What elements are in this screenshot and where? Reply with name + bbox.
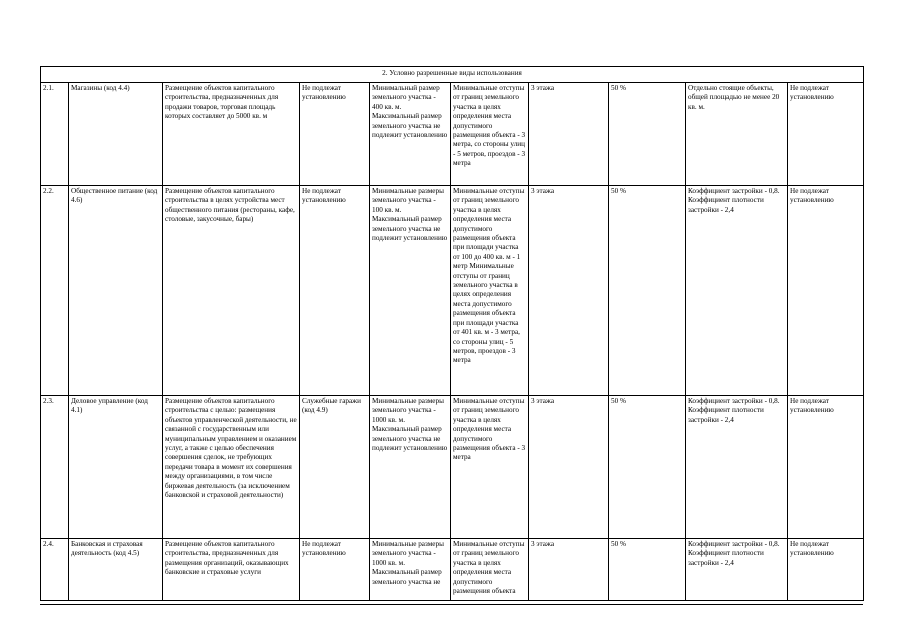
table-row — [41, 186, 864, 396]
restrictions: Не подлежат установлению — [788, 83, 864, 186]
restrictions: Не подлежат установлению — [788, 186, 864, 396]
max-coverage: 50 % — [609, 396, 686, 539]
setbacks: Минимальные отступы от границ земельного участка в целях определения места допустимого размещения объекта — [451, 539, 529, 601]
row-number: 2.3. — [41, 396, 69, 539]
plot-size: Минимальные размеры земельного участка - 100 кв. м. Максимальный размер земельного участка не подлежит установлению — [370, 186, 451, 396]
page-bottom-rule — [40, 604, 863, 605]
other-parameters: Отдельно стоящие объекты, общей площадью не менее 20 кв. м. — [686, 83, 788, 186]
other-parameters: Коэффициент застройки - 0,8. Коэффициент плотности застройки - 2,4 — [686, 396, 788, 539]
plot-size: Минимальный размер земельного участка - 400 кв. м. Максимальный размер земельного участка не подлежит установлению — [370, 83, 451, 186]
max-coverage: 50 % — [609, 83, 686, 186]
document-page — [40, 66, 863, 601]
use-name: Банковская и страховая деятельность (код 4.5) — [69, 539, 163, 601]
use-name: Магазины (код 4.4) — [69, 83, 163, 186]
plot-size: Минимальные размеры земельного участка - 1000 кв. м. Максимальный размер земельного участка не подлежит установлению — [370, 396, 451, 539]
section-header-row — [41, 67, 864, 83]
max-coverage: 50 % — [609, 539, 686, 601]
auxiliary-use: Служебные гаражи (код 4.9) — [300, 396, 370, 539]
section-title: 2. Условно разрешенные виды использования — [41, 67, 864, 83]
use-name: Общественное питание (код 4.6) — [69, 186, 163, 396]
restrictions: Не подлежат установлению — [788, 539, 864, 601]
setbacks: Минимальные отступы от границ земельного участка в целях определения места допустимого размещения объекта - 3 метра, со стороны улиц - 5 метров, проездов - 3 метра — [451, 83, 529, 186]
max-floors: 3 этажа — [529, 83, 609, 186]
row-number: 2.1. — [41, 83, 69, 186]
row-number: 2.2. — [41, 186, 69, 396]
table-row — [41, 396, 864, 539]
use-name: Деловое управление (код 4.1) — [69, 396, 163, 539]
row-number: 2.4. — [41, 539, 69, 601]
plot-size: Минимальные размеры земельного участка - 1000 кв. м. Максимальный размер земельного участка не — [370, 539, 451, 601]
table-row — [41, 539, 864, 601]
auxiliary-use: Не подлежат установлению — [300, 186, 370, 396]
max-floors: 3 этажа — [529, 539, 609, 601]
use-description: Размещение объектов капитального строительства, предназначенных для размещения организаций, оказывающих банковские и страховые услуги — [163, 539, 300, 601]
zoning-table — [40, 66, 864, 601]
use-description: Размещение объектов капитального строительства в целях устройства мест общественного питания (рестораны, кафе, столовые, закусочные, бары) — [163, 186, 300, 396]
use-description: Размещение объектов капитального строительства, предназначенных для продажи товаров, торговая площадь которых составляет до 5000 кв. м — [163, 83, 300, 186]
auxiliary-use: Не подлежат установлению — [300, 83, 370, 186]
max-floors: 3 этажа — [529, 396, 609, 539]
max-coverage: 50 % — [609, 186, 686, 396]
table-row — [41, 83, 864, 186]
other-parameters: Коэффициент застройки - 0,8. Коэффициент плотности застройки - 2,4 — [686, 539, 788, 601]
auxiliary-use: Не подлежат установлению — [300, 539, 370, 601]
restrictions: Не подлежат установлению — [788, 396, 864, 539]
max-floors: 3 этажа — [529, 186, 609, 396]
use-description: Размещение объектов капитального строительства с целью: размещения объектов управленческой деятельности, не связанной с государственным или муниципальным управлением и оказанием услуг, а также с целью обеспечения совершения сделок, не требующих передачи товара в момент их совершения между организациями, в том числе биржевая деятельность (за исключением банковской и страховой деятельности) — [163, 396, 300, 539]
other-parameters: Коэффициент застройки - 0,8. Коэффициент плотности застройки - 2,4 — [686, 186, 788, 396]
setbacks: Минимальные отступы от границ земельного участка в целях определения места допустимого размещения объекта при площади участка от 100 до 400 кв. м - 1 метр Минимальные отступы от границ земельного участка в целях определения места допустимого размещения объекта при площади участка от 401 кв. м - 3 метра, со стороны улиц - 5 метров, проездов - 3 метра — [451, 186, 529, 396]
setbacks: Минимальные отступы от границ земельного участка в целях определения места допустимого размещения объекта - 3 метра — [451, 396, 529, 539]
